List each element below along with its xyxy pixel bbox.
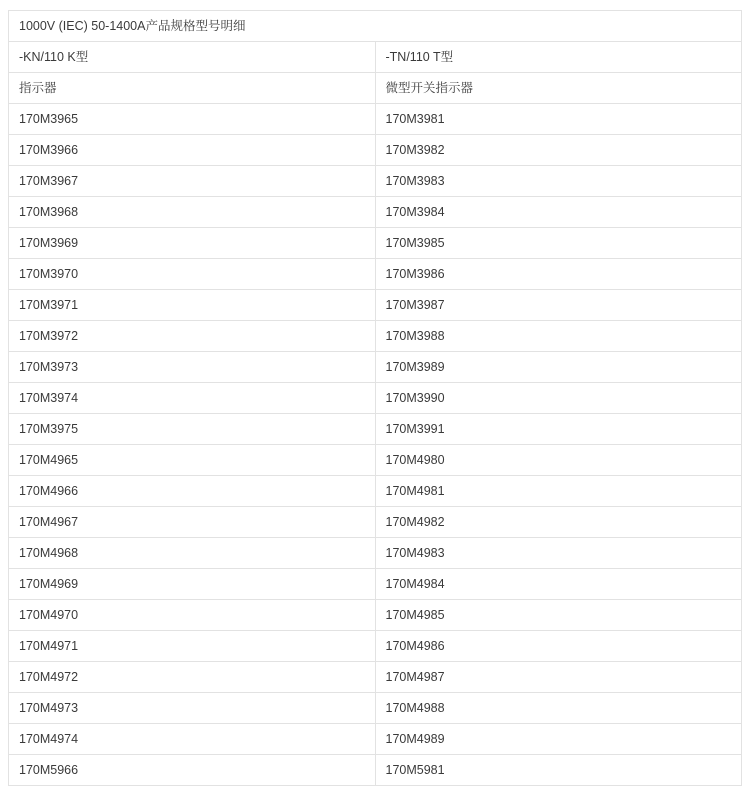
cell-t-type-part-number: 170M3981 bbox=[375, 104, 742, 135]
cell-k-type-part-number: 170M4969 bbox=[9, 569, 376, 600]
cell-t-type-part-number: 170M4981 bbox=[375, 476, 742, 507]
cell-k-type-part-number: 170M3973 bbox=[9, 352, 376, 383]
table-row bbox=[9, 321, 742, 352]
cell-k-type-part-number: 170M4973 bbox=[9, 693, 376, 724]
spec-table bbox=[8, 10, 742, 786]
cell-t-type-part-number: 170M3987 bbox=[375, 290, 742, 321]
table-row bbox=[9, 228, 742, 259]
cell-k-type-part-number: 170M3967 bbox=[9, 166, 376, 197]
cell-t-type-part-number: 170M4987 bbox=[375, 662, 742, 693]
table-row bbox=[9, 507, 742, 538]
table-subheader-row bbox=[9, 73, 742, 104]
cell-t-type-part-number: 170M4983 bbox=[375, 538, 742, 569]
cell-k-type-part-number: 170M3966 bbox=[9, 135, 376, 166]
table-row bbox=[9, 476, 742, 507]
cell-t-type-part-number: 170M3988 bbox=[375, 321, 742, 352]
table-row bbox=[9, 135, 742, 166]
cell-t-type-part-number: 170M4985 bbox=[375, 600, 742, 631]
table-row bbox=[9, 631, 742, 662]
cell-t-type-part-number: 170M4988 bbox=[375, 693, 742, 724]
table-row bbox=[9, 104, 742, 135]
cell-t-type-part-number: 170M4986 bbox=[375, 631, 742, 662]
cell-k-type-part-number: 170M4972 bbox=[9, 662, 376, 693]
cell-t-type-part-number: 170M5981 bbox=[375, 755, 742, 786]
cell-k-type-part-number: 170M4967 bbox=[9, 507, 376, 538]
cell-t-type-part-number: 170M3991 bbox=[375, 414, 742, 445]
cell-k-type-part-number: 170M4965 bbox=[9, 445, 376, 476]
cell-t-type-part-number: 170M3983 bbox=[375, 166, 742, 197]
table-row bbox=[9, 352, 742, 383]
table-title-row bbox=[9, 11, 742, 42]
table-row bbox=[9, 662, 742, 693]
cell-k-type-part-number: 170M4974 bbox=[9, 724, 376, 755]
spec-table-body bbox=[9, 11, 742, 786]
cell-t-type-part-number: 170M3989 bbox=[375, 352, 742, 383]
cell-k-type-part-number: 170M4970 bbox=[9, 600, 376, 631]
table-row bbox=[9, 724, 742, 755]
cell-t-type-part-number: 170M3982 bbox=[375, 135, 742, 166]
table-row bbox=[9, 166, 742, 197]
table-row bbox=[9, 569, 742, 600]
table-row bbox=[9, 693, 742, 724]
cell-t-type-part-number: 170M3986 bbox=[375, 259, 742, 290]
cell-t-type-part-number: 170M3984 bbox=[375, 197, 742, 228]
column-header-k-type: -KN/110 K型 bbox=[9, 42, 376, 73]
document-title: 1000V (IEC) 50-1400A产品规格型号明细 bbox=[9, 11, 742, 42]
table-row bbox=[9, 290, 742, 321]
table-row bbox=[9, 259, 742, 290]
cell-t-type-part-number: 170M3990 bbox=[375, 383, 742, 414]
cell-k-type-part-number: 170M3970 bbox=[9, 259, 376, 290]
cell-k-type-part-number: 170M3974 bbox=[9, 383, 376, 414]
cell-k-type-part-number: 170M3972 bbox=[9, 321, 376, 352]
cell-k-type-part-number: 170M4971 bbox=[9, 631, 376, 662]
cell-t-type-part-number: 170M3985 bbox=[375, 228, 742, 259]
cell-k-type-part-number: 170M3975 bbox=[9, 414, 376, 445]
table-row bbox=[9, 414, 742, 445]
cell-k-type-part-number: 170M5966 bbox=[9, 755, 376, 786]
cell-t-type-part-number: 170M4982 bbox=[375, 507, 742, 538]
cell-t-type-part-number: 170M4980 bbox=[375, 445, 742, 476]
cell-k-type-part-number: 170M4966 bbox=[9, 476, 376, 507]
cell-k-type-part-number: 170M4968 bbox=[9, 538, 376, 569]
column-header-t-type: -TN/110 T型 bbox=[375, 42, 742, 73]
cell-k-type-part-number: 170M3971 bbox=[9, 290, 376, 321]
cell-k-type-part-number: 170M3965 bbox=[9, 104, 376, 135]
column-subheader-k-type: 指示器 bbox=[9, 73, 376, 104]
table-row bbox=[9, 445, 742, 476]
table-row bbox=[9, 755, 742, 786]
table-row bbox=[9, 383, 742, 414]
table-row bbox=[9, 538, 742, 569]
cell-t-type-part-number: 170M4984 bbox=[375, 569, 742, 600]
table-header-row bbox=[9, 42, 742, 73]
column-subheader-t-type: 微型开关指示器 bbox=[375, 73, 742, 104]
table-row bbox=[9, 600, 742, 631]
cell-k-type-part-number: 170M3969 bbox=[9, 228, 376, 259]
cell-t-type-part-number: 170M4989 bbox=[375, 724, 742, 755]
cell-k-type-part-number: 170M3968 bbox=[9, 197, 376, 228]
table-row bbox=[9, 197, 742, 228]
